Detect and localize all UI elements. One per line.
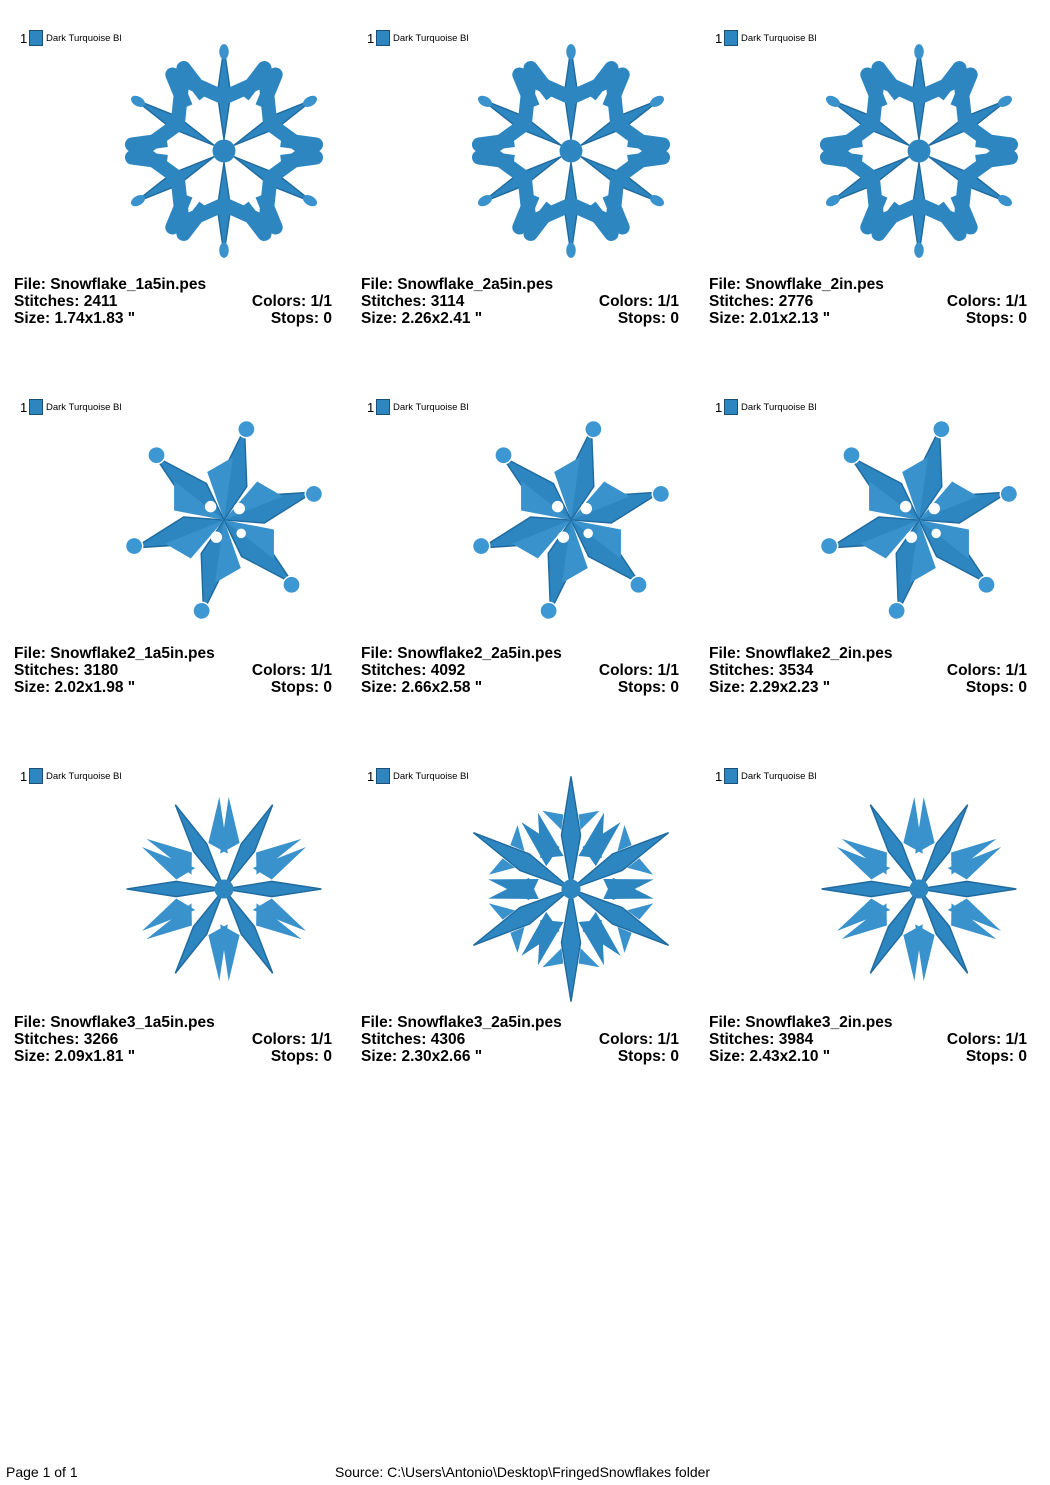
size-label: Size: <box>361 310 398 327</box>
file-name: Snowflake3_2a5in.pes <box>397 1014 562 1031</box>
colors-label: Colors: <box>598 1031 654 1048</box>
snowflake-icon <box>466 404 676 636</box>
file-label: File: <box>14 276 46 293</box>
color-count: 1/1 <box>657 293 679 310</box>
thread-swatch-row <box>715 30 817 46</box>
size-label: Size: <box>361 1048 398 1065</box>
thread-swatch-row <box>715 399 817 415</box>
file-name: Snowflake2_1a5in.pes <box>50 645 215 662</box>
file-name: Snowflake_1a5in.pes <box>50 276 207 293</box>
stitches-label: Stitches: <box>361 293 427 310</box>
stitch-count: 4306 <box>430 1031 466 1048</box>
stitch-count: 3114 <box>430 293 465 310</box>
color-swatch <box>376 768 390 784</box>
stitch-count: 3984 <box>778 1031 814 1048</box>
colors-label: Colors: <box>946 293 1002 310</box>
file-name: Snowflake2_2in.pes <box>745 645 893 662</box>
stop-count: 0 <box>670 1048 679 1065</box>
color-count: 1/1 <box>1005 293 1027 310</box>
swatch-index: 1 <box>20 399 28 415</box>
design-size: 2.26x2.41 " <box>401 310 483 327</box>
snowflake-icon <box>466 35 676 267</box>
swatch-index: 1 <box>367 30 375 46</box>
stitch-count: 3266 <box>83 1031 119 1048</box>
thread-name: Dark Turquoise Bl <box>741 32 817 44</box>
design-card <box>709 369 1039 696</box>
thread-swatch-row <box>715 768 817 784</box>
snowflake-icon <box>814 35 1024 267</box>
design-info <box>14 1014 332 1065</box>
thread-name: Dark Turquoise Bl <box>393 32 469 44</box>
colors-label: Colors: <box>251 1031 307 1048</box>
design-size: 2.29x2.23 " <box>749 679 831 696</box>
colors-label: Colors: <box>598 662 654 679</box>
stitches-label: Stitches: <box>14 662 80 679</box>
size-label: Size: <box>14 679 51 696</box>
thread-swatch-row <box>367 768 469 784</box>
thread-name: Dark Turquoise Bl <box>393 401 469 413</box>
file-label: File: <box>14 1014 46 1031</box>
design-card <box>361 369 691 696</box>
design-card <box>361 738 691 1065</box>
file-name: Snowflake_2a5in.pes <box>397 276 554 293</box>
design-size: 2.09x1.81 " <box>54 1048 136 1065</box>
design-info <box>14 276 332 327</box>
colors-label: Colors: <box>251 662 307 679</box>
stop-count: 0 <box>1018 679 1027 696</box>
design-info <box>709 645 1027 696</box>
design-size: 2.66x2.58 " <box>401 679 483 696</box>
design-card <box>709 0 1039 327</box>
color-count: 1/1 <box>310 293 332 310</box>
stop-count: 0 <box>1018 310 1027 327</box>
swatch-index: 1 <box>367 399 375 415</box>
thread-name: Dark Turquoise Bl <box>393 770 469 782</box>
design-card <box>14 369 344 696</box>
swatch-index: 1 <box>367 768 375 784</box>
stitches-label: Stitches: <box>361 1031 427 1048</box>
stitch-count: 4092 <box>430 662 466 679</box>
design-size: 2.30x2.66 " <box>401 1048 483 1065</box>
stops-label: Stops: <box>965 1048 1015 1065</box>
page-number: Page 1 of 1 <box>6 1464 78 1480</box>
file-label: File: <box>709 276 741 293</box>
color-swatch <box>724 30 738 46</box>
file-name: Snowflake2_2a5in.pes <box>397 645 562 662</box>
design-info <box>709 276 1027 327</box>
stitch-count: 3534 <box>778 662 814 679</box>
size-label: Size: <box>709 310 746 327</box>
color-swatch <box>29 768 43 784</box>
swatch-index: 1 <box>715 399 723 415</box>
color-count: 1/1 <box>1005 1031 1027 1048</box>
size-label: Size: <box>14 1048 51 1065</box>
file-label: File: <box>361 645 393 662</box>
swatch-index: 1 <box>715 30 723 46</box>
color-count: 1/1 <box>657 662 679 679</box>
thread-name: Dark Turquoise Bl <box>46 770 122 782</box>
snowflake-icon <box>814 404 1024 636</box>
stitch-count: 2411 <box>83 293 118 310</box>
stitch-count: 2776 <box>778 293 814 310</box>
stop-count: 0 <box>670 310 679 327</box>
thread-name: Dark Turquoise Bl <box>741 401 817 413</box>
stitches-label: Stitches: <box>14 293 80 310</box>
design-size: 2.43x2.10 " <box>749 1048 831 1065</box>
thread-name: Dark Turquoise Bl <box>46 401 122 413</box>
size-label: Size: <box>709 1048 746 1065</box>
color-swatch <box>29 30 43 46</box>
size-label: Size: <box>14 310 51 327</box>
color-count: 1/1 <box>1005 662 1027 679</box>
stitches-label: Stitches: <box>709 293 775 310</box>
design-info <box>14 645 332 696</box>
stops-label: Stops: <box>617 310 667 327</box>
file-label: File: <box>709 645 741 662</box>
snowflake-icon <box>119 404 329 636</box>
snowflake-icon <box>119 35 329 267</box>
stop-count: 0 <box>323 679 332 696</box>
color-swatch <box>376 30 390 46</box>
color-count: 1/1 <box>310 662 332 679</box>
colors-label: Colors: <box>251 293 307 310</box>
design-size: 2.02x1.98 " <box>54 679 136 696</box>
design-info <box>361 276 679 327</box>
stop-count: 0 <box>1018 1048 1027 1065</box>
thread-swatch-row <box>20 768 122 784</box>
thread-name: Dark Turquoise Bl <box>741 770 817 782</box>
design-card <box>361 0 691 327</box>
color-swatch <box>724 399 738 415</box>
color-swatch <box>724 768 738 784</box>
file-label: File: <box>14 645 46 662</box>
design-info <box>361 1014 679 1065</box>
thread-swatch-row <box>367 30 469 46</box>
design-info <box>361 645 679 696</box>
design-size: 2.01x2.13 " <box>749 310 831 327</box>
stops-label: Stops: <box>965 310 1015 327</box>
file-label: File: <box>709 1014 741 1031</box>
stops-label: Stops: <box>270 310 320 327</box>
size-label: Size: <box>361 679 398 696</box>
thread-swatch-row <box>20 399 122 415</box>
stitches-label: Stitches: <box>709 1031 775 1048</box>
file-name: Snowflake3_1a5in.pes <box>50 1014 215 1031</box>
stops-label: Stops: <box>617 1048 667 1065</box>
thread-swatch-row <box>20 30 122 46</box>
swatch-index: 1 <box>715 768 723 784</box>
size-label: Size: <box>709 679 746 696</box>
file-label: File: <box>361 1014 393 1031</box>
colors-label: Colors: <box>946 1031 1002 1048</box>
stop-count: 0 <box>323 1048 332 1065</box>
stops-label: Stops: <box>270 679 320 696</box>
thread-swatch-row <box>367 399 469 415</box>
source-path: Source: C:\Users\Antonio\Desktop\FringedSnowflakes folder <box>335 1464 711 1480</box>
colors-label: Colors: <box>946 662 1002 679</box>
design-card <box>709 738 1039 1065</box>
design-info <box>709 1014 1027 1065</box>
snowflake-icon <box>119 773 329 1005</box>
stitches-label: Stitches: <box>14 1031 80 1048</box>
stitches-label: Stitches: <box>709 662 775 679</box>
design-card <box>14 738 344 1065</box>
thread-name: Dark Turquoise Bl <box>46 32 122 44</box>
stops-label: Stops: <box>617 679 667 696</box>
snowflake-icon <box>814 773 1024 1005</box>
color-count: 1/1 <box>657 1031 679 1048</box>
stop-count: 0 <box>323 310 332 327</box>
snowflake-icon <box>466 773 676 1005</box>
file-name: Snowflake3_2in.pes <box>745 1014 893 1031</box>
file-label: File: <box>361 276 393 293</box>
color-swatch <box>376 399 390 415</box>
stitches-label: Stitches: <box>361 662 427 679</box>
design-card <box>14 0 344 327</box>
stops-label: Stops: <box>270 1048 320 1065</box>
color-swatch <box>29 399 43 415</box>
stops-label: Stops: <box>965 679 1015 696</box>
design-size: 1.74x1.83 " <box>54 310 136 327</box>
stitch-count: 3180 <box>83 662 119 679</box>
file-name: Snowflake_2in.pes <box>745 276 884 293</box>
swatch-index: 1 <box>20 30 28 46</box>
color-count: 1/1 <box>310 1031 332 1048</box>
colors-label: Colors: <box>598 293 654 310</box>
swatch-index: 1 <box>20 768 28 784</box>
stop-count: 0 <box>670 679 679 696</box>
